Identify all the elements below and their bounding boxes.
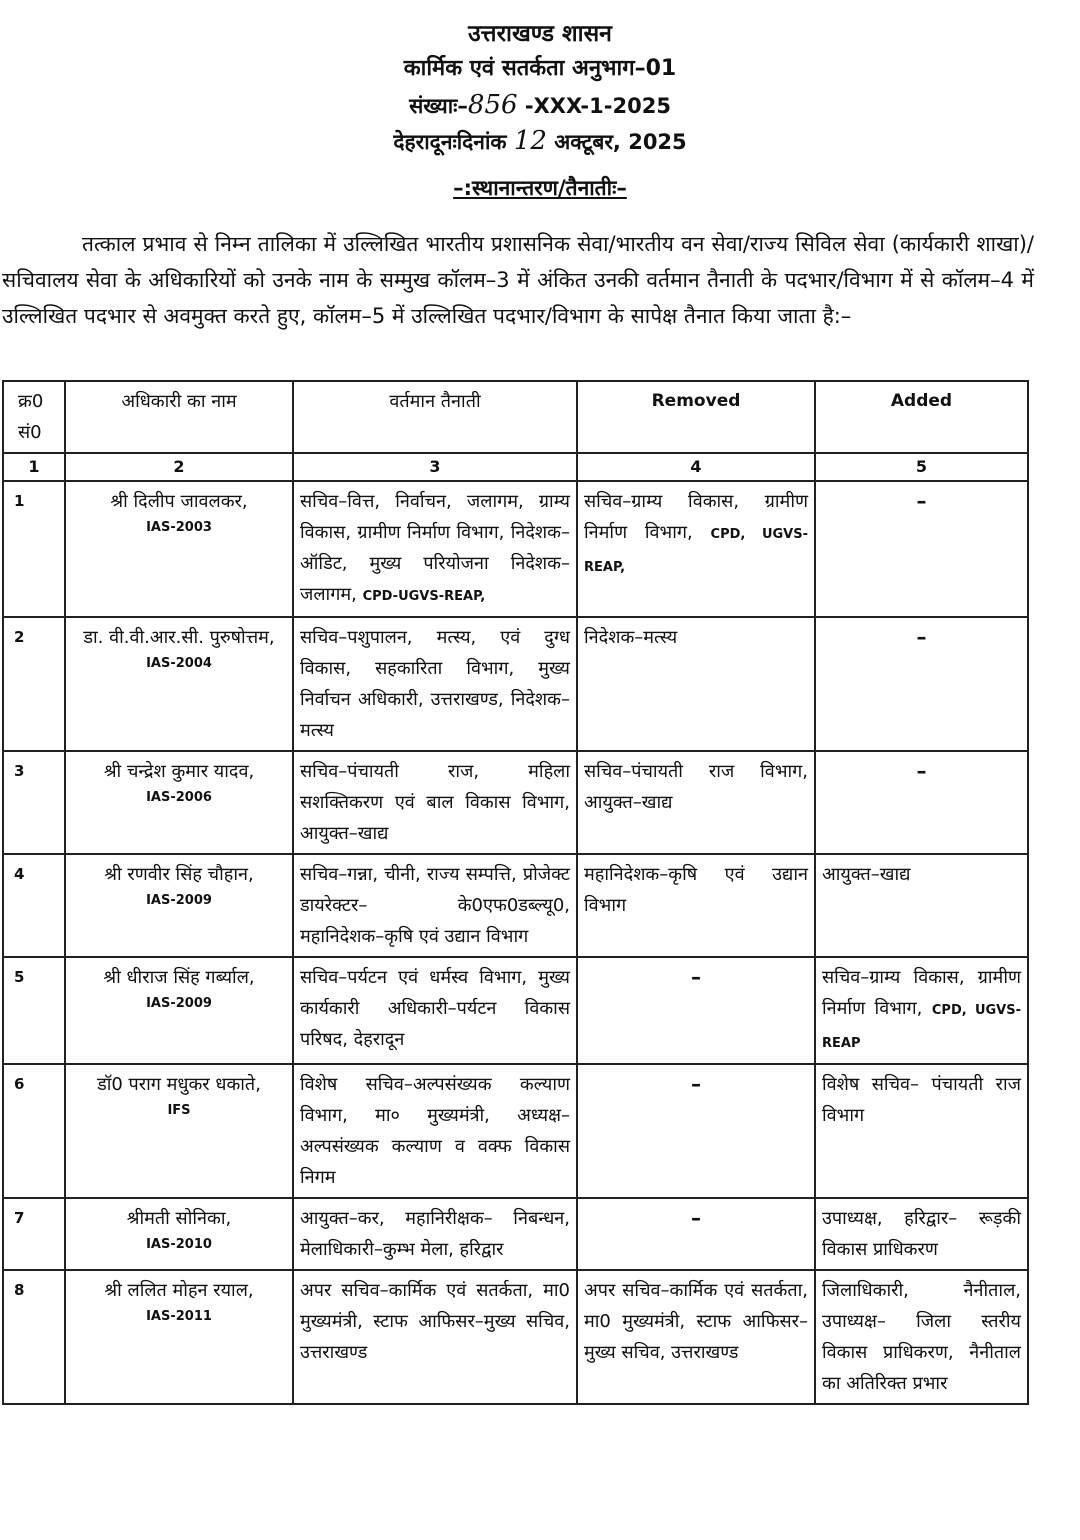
officer-name-cell bbox=[65, 957, 293, 1064]
removed-cell-text: – bbox=[691, 965, 701, 989]
officer-name-cell bbox=[65, 481, 293, 617]
serial-number-cell bbox=[3, 617, 65, 751]
current-posting-cell-text: सचिव–पंचायती राज, महिला सशक्तिकरण एवं बाल विकास विभाग, आयुक्त–खाद्य bbox=[300, 761, 570, 844]
order-date bbox=[0, 126, 1080, 156]
removed-cell-text: अपर सचिव–कार्मिक एवं सतर्कता, मा0 मुख्यमंत्री, स्टाफ आफिसर–मुख्य सचिव, उत्तराखण्ड bbox=[584, 1280, 808, 1363]
current-posting-cell-text: विशेष सचिव–अल्पसंख्यक कल्याण विभाग, मा० मुख्यमंत्री, अध्यक्ष– अल्पसंख्यक कल्याण व वक्फ विकास निगम bbox=[300, 1074, 570, 1188]
officer-name-cell bbox=[65, 751, 293, 854]
table-row bbox=[3, 1064, 1028, 1198]
current-posting-cell-text: अपर सचिव–कार्मिक एवं सतर्कता, मा0 मुख्यमंत्री, स्टाफ आफिसर–मुख्य सचिव, उत्तराखण्ड bbox=[300, 1280, 570, 1363]
serial-number: 6 bbox=[14, 1075, 25, 1093]
current-posting-cell-text: सचिव–पशुपालन, मत्स्य, एवं दुग्ध विकास, सहकारिता विभाग, मुख्य निर्वाचन अधिकारी, उत्तराखण्ड, निदेशक– मत्स्य bbox=[300, 627, 570, 741]
serial-number-cell bbox=[3, 1198, 65, 1270]
current-posting-cell bbox=[293, 751, 577, 854]
transfer-table bbox=[2, 380, 1029, 1405]
officer-name: श्री धीराज सिंह गर्ब्याल, bbox=[103, 967, 255, 988]
officer-service: IAS-2011 bbox=[146, 1309, 212, 1324]
current-posting-cell-text: सचिव–पर्यटन एवं धर्मस्व विभाग, मुख्य कार्यकारी अधिकारी–पर्यटन विकास परिषद, देहरादून bbox=[300, 967, 570, 1050]
removed-cell bbox=[577, 1198, 815, 1270]
removed-cell-code: CPD, UGVS-REAP, bbox=[584, 527, 808, 575]
officer-service: IAS-2009 bbox=[146, 893, 212, 908]
current-posting-cell-text: आयुक्त–कर, महानिरीक्षक– निबन्धन, मेलाधिकारी–कुम्भ मेला, हरिद्वार bbox=[300, 1208, 570, 1260]
removed-cell bbox=[577, 1064, 815, 1198]
current-posting-cell bbox=[293, 1064, 577, 1198]
officer-name-cell bbox=[65, 617, 293, 751]
serial-number-cell bbox=[3, 957, 65, 1064]
table-row bbox=[3, 1270, 1028, 1404]
col-number: 4 bbox=[577, 453, 815, 481]
date-handwritten: 12 bbox=[513, 126, 547, 156]
officer-service: IAS-2004 bbox=[146, 656, 212, 671]
added-cell-text: – bbox=[916, 489, 927, 513]
serial-number: 5 bbox=[14, 968, 25, 986]
current-posting-cell bbox=[293, 481, 577, 617]
officer-name-cell bbox=[65, 1198, 293, 1270]
col-number: 1 bbox=[3, 453, 65, 481]
header-added: Added bbox=[815, 381, 1028, 453]
removed-cell bbox=[577, 854, 815, 957]
added-cell bbox=[815, 854, 1028, 957]
serial-number: 8 bbox=[14, 1281, 25, 1299]
officer-service: IAS-2003 bbox=[146, 520, 212, 535]
order-number-handwritten: 856 bbox=[467, 90, 518, 120]
order-number-prefix: संख्याः– bbox=[409, 94, 468, 118]
serial-number: 7 bbox=[14, 1209, 25, 1227]
removed-cell bbox=[577, 617, 815, 751]
removed-cell-text: महानिदेशक–कृषि एवं उद्यान विभाग bbox=[584, 864, 808, 916]
officer-name: श्रीमती सोनिका, bbox=[126, 1208, 232, 1229]
added-cell-text: विशेष सचिव– पंचायती राज विभाग bbox=[822, 1074, 1021, 1126]
removed-cell bbox=[577, 1270, 815, 1404]
serial-number-cell bbox=[3, 1270, 65, 1404]
col-number: 5 bbox=[815, 453, 1028, 481]
header-removed: Removed bbox=[577, 381, 815, 453]
current-posting-cell-text: सचिव–गन्ना, चीनी, राज्य सम्पत्ति, प्रोजेक्ट डायरेक्टर– के0एफ0डब्ल्यू0, महानिदेशक–कृषि एवं उद्यान विभाग bbox=[300, 864, 570, 947]
order-number-suffix: -XXX-1-2025 bbox=[524, 94, 671, 118]
current-posting-cell bbox=[293, 957, 577, 1064]
serial-number: 4 bbox=[14, 865, 25, 883]
current-posting-cell-code: CPD-UGVS-REAP, bbox=[362, 589, 486, 604]
removed-cell bbox=[577, 751, 815, 854]
officer-name: डॉ0 पराग मधुकर धकाते, bbox=[97, 1074, 261, 1095]
removed-cell-text: – bbox=[691, 1072, 701, 1096]
added-cell bbox=[815, 481, 1028, 617]
table-row bbox=[3, 481, 1028, 617]
officer-name: श्री चन्द्रेश कुमार यादव, bbox=[103, 761, 255, 782]
col-number: 3 bbox=[293, 453, 577, 481]
added-cell-text: आयुक्त–खाद्य bbox=[822, 864, 911, 885]
table-row bbox=[3, 854, 1028, 957]
header-current-posting: वर्तमान तैनाती bbox=[293, 381, 577, 453]
removed-cell-text: सचिव–ग्राम्य विकास, ग्रामीण निर्माण विभाग, bbox=[584, 491, 808, 543]
added-cell bbox=[815, 617, 1028, 751]
officer-name: श्री रणवीर सिंह चौहान, bbox=[104, 864, 254, 885]
added-cell bbox=[815, 751, 1028, 854]
added-cell-text: – bbox=[916, 625, 927, 649]
added-cell-text: – bbox=[916, 759, 927, 783]
subject-heading bbox=[0, 174, 1080, 202]
added-cell-text: सचिव–ग्राम्य विकास, ग्रामीण निर्माण विभाग, bbox=[822, 967, 1021, 1019]
table-row bbox=[3, 957, 1028, 1064]
added-cell-text: उपाध्यक्ष, हरिद्वार– रूड़की विकास प्राधिकरण bbox=[822, 1208, 1021, 1260]
table-row bbox=[3, 1198, 1028, 1270]
officer-name-cell bbox=[65, 854, 293, 957]
subject-text: –:स्थानान्तरण/तैनातीः– bbox=[453, 176, 627, 200]
officer-service: IFS bbox=[167, 1103, 191, 1118]
added-cell-text: जिलाधिकारी, नैनीताल, उपाध्यक्ष– जिला स्तरीय विकास प्राधिकरण, नैनीताल का अतिरिक्त प्रभार bbox=[822, 1280, 1021, 1394]
date-prefix: देहरादूनःदिनांक bbox=[393, 130, 507, 154]
column-number-row bbox=[3, 453, 1028, 481]
officer-name-cell bbox=[65, 1270, 293, 1404]
serial-number: 3 bbox=[14, 762, 25, 780]
serial-number: 2 bbox=[14, 628, 25, 646]
serial-number-cell bbox=[3, 854, 65, 957]
serial-number-cell bbox=[3, 1064, 65, 1198]
intro-paragraph: तत्काल प्रभाव से निम्न तालिका में उल्लिखित भारतीय प्रशासनिक सेवा/भारतीय वन सेवा/राज्य सिविल सेवा (कार्यकारी शाखा)/सचिवालय सेवा के अधिकारियों को उनके नाम के सम्मुख कॉलम–3 में अंकित उनकी वर्तमान तैनाती के पदभार/विभाग में से कॉलम–4 में उल्लिखित पदभार से अवमुक्त करते हुए, कॉलम–5 में उल्लिखित पदभार/विभाग के सापेक्ष तैनात किया जाता है:– bbox=[2, 232, 1034, 328]
removed-cell bbox=[577, 481, 815, 617]
header-sno: क्र0 सं0 bbox=[3, 381, 65, 453]
table-header-row bbox=[3, 381, 1028, 453]
header-name: अधिकारी का नाम bbox=[65, 381, 293, 453]
officer-name: डा. वी.वी.आर.सी. पुरुषोत्तम, bbox=[83, 627, 275, 648]
govt-title: उत्तराखण्ड शासन bbox=[468, 21, 612, 47]
department-title: कार्मिक एवं सतर्कता अनुभाग–01 bbox=[403, 56, 677, 81]
removed-cell-text: सचिव–पंचायती राज विभाग, आयुक्त–खाद्य bbox=[584, 761, 808, 813]
table-row bbox=[3, 617, 1028, 751]
added-cell bbox=[815, 1270, 1028, 1404]
current-posting-cell bbox=[293, 617, 577, 751]
officer-service: IAS-2006 bbox=[146, 790, 212, 805]
added-cell-code: CPD, UGVS-REAP bbox=[822, 1003, 1021, 1051]
serial-number: 1 bbox=[14, 492, 25, 510]
current-posting-cell bbox=[293, 1270, 577, 1404]
officer-service: IAS-2009 bbox=[146, 996, 212, 1011]
table-row bbox=[3, 751, 1028, 854]
date-suffix: अक्टूबर, 2025 bbox=[554, 130, 687, 154]
officer-name-cell bbox=[65, 1064, 293, 1198]
removed-cell bbox=[577, 957, 815, 1064]
current-posting-cell bbox=[293, 1198, 577, 1270]
serial-number-cell bbox=[3, 751, 65, 854]
serial-number-cell bbox=[3, 481, 65, 617]
current-posting-cell-text: सचिव–वित्त, निर्वाचन, जलागम, ग्राम्य विकास, ग्रामीण निर्माण विभाग, निदेशक–ऑडिट, मुख्य परियोजना निदेशक–जलागम, bbox=[300, 491, 570, 605]
added-cell bbox=[815, 1198, 1028, 1270]
current-posting-cell bbox=[293, 854, 577, 957]
officer-service: IAS-2010 bbox=[146, 1237, 212, 1252]
added-cell bbox=[815, 1064, 1028, 1198]
order-number bbox=[0, 90, 1080, 120]
col-number: 2 bbox=[65, 453, 293, 481]
added-cell bbox=[815, 957, 1028, 1064]
officer-name: श्री दिलीप जावलकर, bbox=[110, 491, 248, 512]
removed-cell-text: – bbox=[691, 1206, 701, 1230]
removed-cell-text: निदेशक–मत्स्य bbox=[584, 627, 678, 648]
officer-name: श्री ललित मोहन रयाल, bbox=[104, 1280, 254, 1301]
